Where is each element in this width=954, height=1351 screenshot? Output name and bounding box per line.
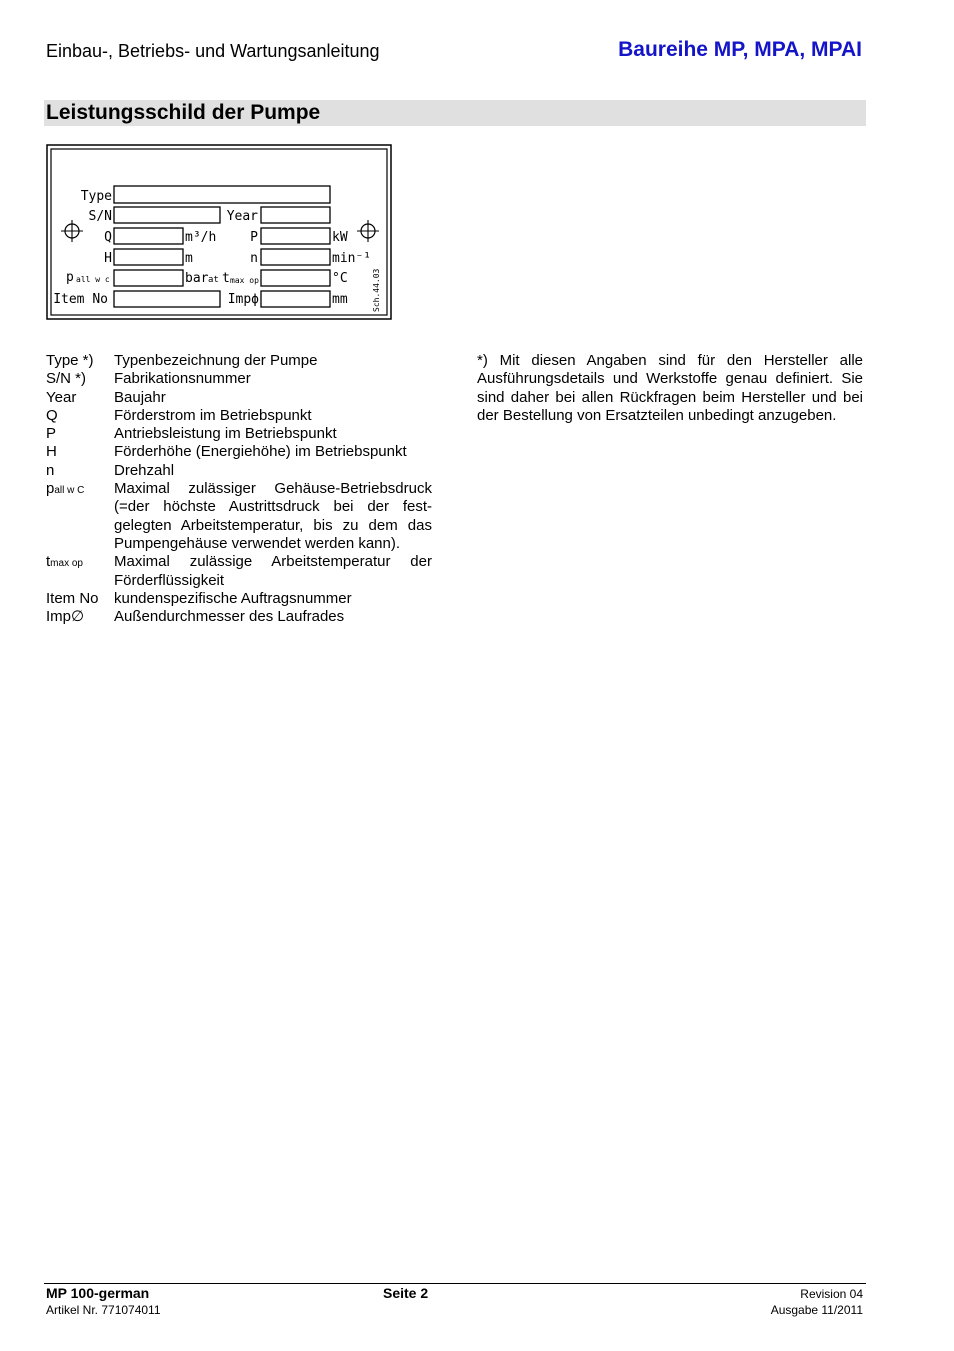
- plate-label-p: P: [250, 230, 258, 245]
- legend-key: H: [46, 443, 57, 461]
- legend-key: Type *): [46, 352, 94, 369]
- legend-key: n: [46, 461, 55, 479]
- legend-text: kundenspezifische Auftragsnummer: [114, 589, 352, 607]
- legend-text: Maximal zulässiger Gehäuse-Betriebsdruck (=der höchste Austrittsdruck bei der fest-gelegten Arbeitstemperatur, bis zu dem das Pumpengehäuse verwendet werden kann).: [114, 480, 432, 552]
- document-header-title: Einbau-, Betriebs- und Wartungsanleitung: [46, 41, 380, 61]
- footer-issue-date: Ausgabe 11/2011: [770, 1303, 863, 1317]
- legend-row: [46, 370, 432, 388]
- field-p-all: [114, 270, 183, 286]
- manufacturer-note: *) Mit diesen Angaben sind für den Hersteller alle Ausführungsdetails und Werkstoffe genau definiert. Sie sind daher bei allen Rückfragen beim Hersteller und bei der Bestellung von Ersatzteilen unbedingt anzugeben.: [477, 352, 863, 424]
- plate-label-type: Type: [80, 189, 112, 204]
- plate-label-h: H: [104, 251, 112, 266]
- legend-text: Antriebsleistung im Betriebspunkt: [114, 425, 337, 443]
- legend-key: Q: [46, 406, 58, 424]
- plate-label-item-no: Item No: [53, 292, 108, 307]
- plate-unit-n: min⁻¹: [332, 251, 372, 266]
- footer-rule: [44, 1283, 866, 1284]
- footer-document-name: MP 100-german: [46, 1285, 150, 1301]
- nameplate-legend: [46, 352, 432, 626]
- legend-key-main: p: [46, 480, 55, 498]
- legend-row: [46, 480, 432, 553]
- field-year: [261, 207, 330, 223]
- legend-text: Förderstrom im Betriebspunkt: [114, 406, 312, 424]
- plate-unit-bar: bar: [185, 271, 209, 286]
- legend-text: Fabrikationsnummer: [114, 370, 251, 388]
- field-t-max: [261, 270, 330, 286]
- legend-row: [46, 553, 432, 590]
- legend-key: P: [46, 425, 57, 443]
- legend-key: Item No: [46, 589, 99, 607]
- legend-key-subscript: all w C: [54, 485, 85, 497]
- nameplate-drawing: [46, 144, 392, 320]
- field-sn: [114, 207, 220, 223]
- legend-row: [46, 590, 432, 608]
- plate-label-sn: S/N: [88, 209, 112, 224]
- legend-row: [46, 425, 432, 443]
- legend-key: S/N *): [46, 370, 87, 388]
- field-q: [114, 228, 183, 244]
- plate-label-t-sub: max op: [230, 276, 259, 285]
- footer-revision: Revision 04: [800, 1287, 863, 1301]
- plate-label-year: Year: [226, 209, 258, 224]
- series-title: Baureihe MP, MPA, MPAI: [618, 38, 862, 61]
- legend-text: Maximal zulässige Arbeitstemperatur der Förderflüssigkeit: [114, 553, 432, 589]
- legend-key-main: t: [46, 553, 51, 571]
- legend-row: [46, 462, 432, 480]
- footer-page-number: Seite 2: [383, 1285, 429, 1301]
- plate-label-n: n: [250, 251, 258, 266]
- legend-text: Typenbezeichnung der Pumpe: [114, 352, 318, 369]
- field-item-no: [114, 291, 220, 307]
- legend-key: Imp∅: [46, 608, 85, 626]
- legend-text: Außendurchmesser des Laufrades: [114, 608, 345, 626]
- plate-label-t: t: [222, 271, 230, 286]
- legend-key: [46, 480, 114, 553]
- legend-row: [46, 352, 432, 370]
- field-n: [261, 249, 330, 265]
- field-p: [261, 228, 330, 244]
- plate-unit-p: kW: [332, 230, 348, 245]
- plate-unit-h: m: [185, 251, 193, 266]
- legend-key-subscript: max op: [50, 558, 83, 570]
- plate-label-p-all-sub: all w c: [76, 275, 110, 284]
- legend-row: [46, 389, 432, 407]
- plate-label-imp: Impϕ: [227, 292, 259, 307]
- legend-text: Baujahr: [114, 388, 166, 406]
- field-imp: [261, 291, 330, 307]
- legend-text: Förderhöhe (Energiehöhe) im Betriebspunkt: [114, 443, 407, 461]
- field-h: [114, 249, 183, 265]
- footer-article-number: Artikel Nr. 771074011: [46, 1303, 161, 1317]
- legend-key: Year: [46, 388, 77, 406]
- plate-drawing-code: Sch.44.03: [372, 268, 381, 312]
- legend-row: [46, 443, 432, 461]
- plate-label-at: at: [208, 275, 219, 285]
- plate-unit-celsius: °C: [332, 271, 348, 286]
- mounting-hole-right-icon: [357, 220, 379, 242]
- legend-text: Drehzahl: [114, 461, 175, 479]
- plate-label-p-all: p: [66, 270, 74, 285]
- field-type: [114, 186, 330, 203]
- mounting-hole-left-icon: [61, 220, 83, 242]
- pump-nameplate-figure: [46, 144, 392, 320]
- legend-row: [46, 608, 432, 626]
- legend-row: [46, 407, 432, 425]
- plate-unit-q: m³/h: [185, 230, 217, 245]
- section-title: Leistungsschild der Pumpe: [46, 101, 321, 124]
- legend-key: [46, 553, 114, 590]
- plate-label-q: Q: [104, 230, 112, 245]
- plate-unit-mm: mm: [332, 292, 348, 307]
